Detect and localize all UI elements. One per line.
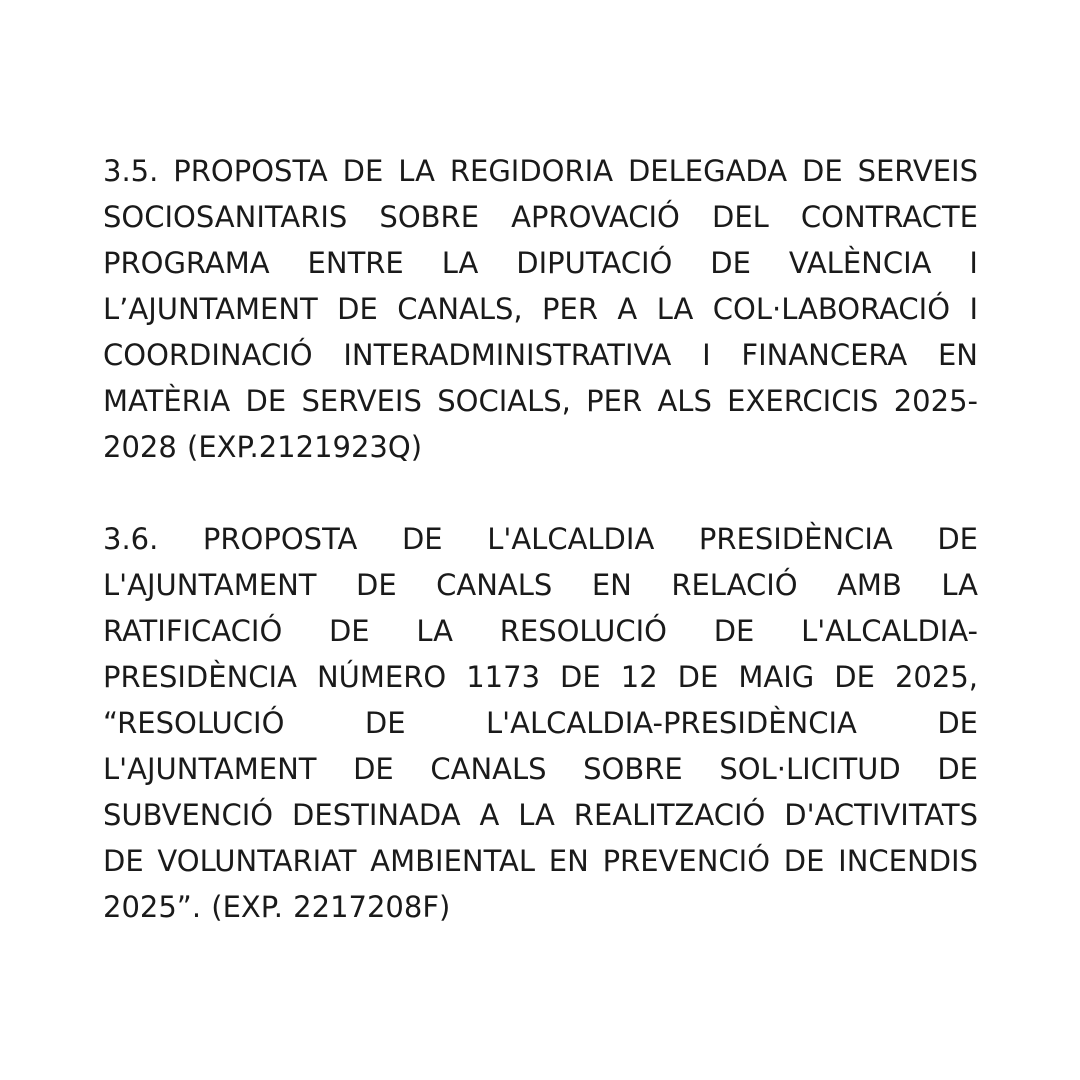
agenda-content: [103, 148, 978, 930]
agenda-item-3-6: 3.6. PROPOSTA DE L'ALCALDIA PRESIDÈNCIA DE L'AJUNTAMENT DE CANALS EN RELACIÓ AMB LA RATIFICACIÓ DE LA RESOLUCIÓ DE L'ALCALDIA-PRESIDÈNCIA NÚMERO 1173 DE 12 DE MAIG DE 2025, “RESOLUCIÓ DE L'ALCALDIA-PRESIDÈNCIA DE L'AJUNTAMENT DE CANALS SOBRE SOL·LICITUD DE SUBVENCIÓ DESTINADA A LA REALITZACIÓ D'ACTIVITATS DE VOLUNTARIAT AMBIENTAL EN PREVENCIÓ DE INCENDIS 2025”. (EXP. 2217208F): [103, 522, 978, 924]
agenda-item-3-5: 3.5. PROPOSTA DE LA REGIDORIA DELEGADA DE SERVEIS SOCIOSANITARIS SOBRE APROVACIÓ DEL CONTRACTE PROGRAMA ENTRE LA DIPUTACIÓ DE VALÈNCIA I L’AJUNTAMENT DE CANALS, PER A LA COL·LABORACIÓ I COORDINACIÓ INTERADMINISTRATIVA I FINANCERA EN MATÈRIA DE SERVEIS SOCIALS, PER ALS EXERCICIS 2025-2028 (EXP.2121923Q): [103, 154, 978, 464]
